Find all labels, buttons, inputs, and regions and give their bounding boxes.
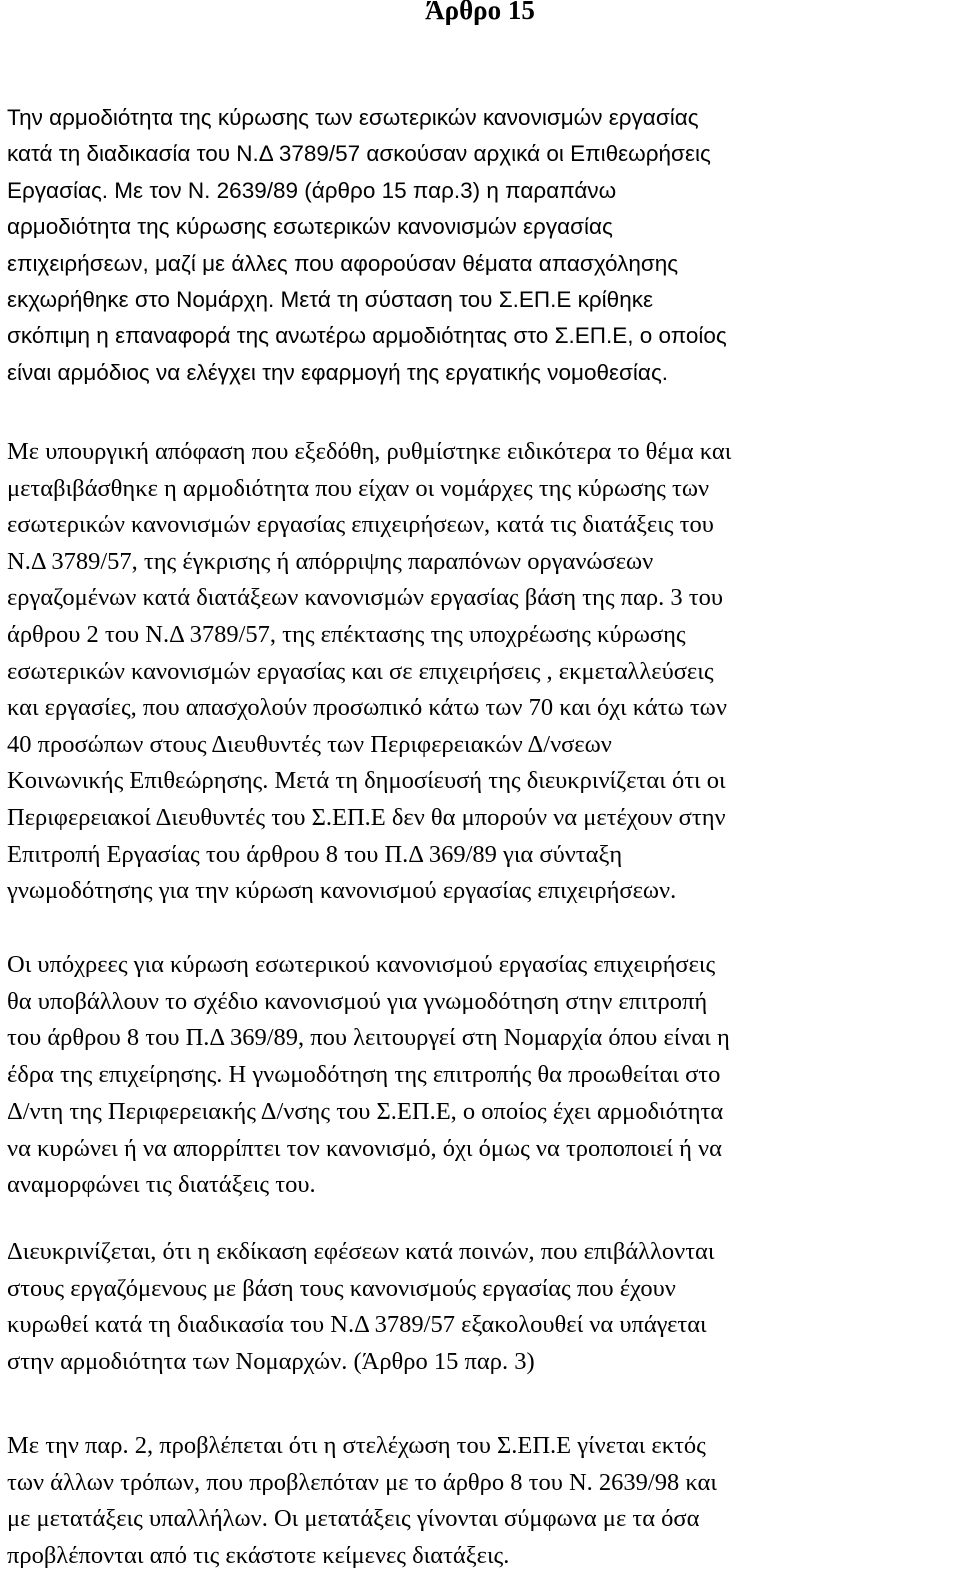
paragraph-line: Δ/ντη της Περιφερειακής Δ/νσης του Σ.ΕΠ.Ε, ο οποίος έχει αρμοδιότητα [7, 1097, 724, 1125]
paragraph-line: Με υπουργική απόφαση που εξεδόθη, ρυθμίστηκε ειδικότερα το θέμα και [7, 438, 732, 465]
paragraph-line: κατά τη διαδικασία του Ν.Δ 3789/57 ασκούσαν αρχικά οι Επιθεωρήσεις [7, 141, 711, 167]
paragraph-line: 40 προσώπων στους Διευθυντές των Περιφερειακών Δ/νσεων [7, 730, 612, 758]
paragraph-line: εκχωρήθηκε στο Νομάρχη. Μετά τη σύσταση του Σ.ΕΠ.Ε κρίθηκε [7, 287, 653, 312]
paragraph-line: εσωτερικών κανονισμών εργασίας και σε επιχειρήσεις , εκμεταλλεύσεις [7, 657, 714, 685]
paragraph-line: Με την παρ. 2, προβλέπεται ότι η στελέχωση του Σ.ΕΠ.Ε γίνεται εκτός [7, 1432, 706, 1459]
paragraph-line: μεταβιβάσθηκε η αρμοδιότητα που είχαν οι νομάρχες της κύρωσης των [7, 474, 710, 502]
paragraph-line: Ν.Δ 3789/57, της έγκρισης ή απόρριψης παραπόνων οργανώσεων [7, 547, 654, 575]
paragraph-line: στους εργαζόμενους με βάση τους κανονισμούς εργασίας που έχουν [7, 1274, 676, 1302]
paragraph-line: εργαζομένων κατά διατάξεων κανονισμών εργασίας βάση της παρ. 3 του [7, 584, 723, 612]
paragraph-line: να κυρώνει ή να απορρίπτει τον κανονισμό, όχι όμως να τροποποιεί ή να [7, 1134, 722, 1162]
paragraph-line: γνωμοδότησης για την κύρωση κανονισμού εργασίας επιχειρήσεων. [7, 877, 677, 905]
paragraph-line: Περιφερειακοί Διευθυντές του Σ.ΕΠ.Ε δεν θα μπορούν να μετέχουν στην [7, 804, 726, 831]
paragraph-line: Επιτροπή Εργασίας του άρθρου 8 του Π.Δ 369/89 για σύνταξη [7, 840, 623, 868]
paragraph-line: Κοινωνικής Επιθεώρησης. Μετά τη δημοσίευσή της διευκρινίζεται ότι οι [7, 767, 726, 795]
paragraph-line: με μετατάξεις υπαλλήλων. Οι μετατάξεις γίνονται σύμφωνα με τα όσα [7, 1505, 700, 1533]
paragraph-line: σκόπιμη η επαναφορά της ανωτέρω αρμοδιότητας στο Σ.ΕΠ.Ε, ο οποίος [7, 323, 727, 349]
paragraph-line: Οι υπόχρεες για κύρωση εσωτερικού κανονισμού εργασίας επιχειρήσεις [7, 951, 716, 978]
paragraph-line: έδρα της επιχείρησης. Η γνωμοδότηση της επιτροπής θα προωθείται στο [7, 1061, 721, 1089]
paragraph-line: εσωτερικών κανονισμών εργασίας επιχειρήσεων, κατά τις διατάξεις του [7, 511, 714, 539]
paragraph-line: αρμοδιότητα της κύρωσης εσωτερικών κανονισμών εργασίας [7, 214, 613, 240]
paragraph-line: Την αρμοδιότητα της κύρωσης των εσωτερικών κανονισμών εργασίας [7, 105, 699, 130]
paragraph-line: των άλλων τρόπων, που προβλεπόταν με το άρθρο 8 του Ν. 2639/98 και [7, 1468, 717, 1496]
paragraph-line: είναι αρμόδιος να ελέγχει την εφαρμογή της εργατικής νομοθεσίας. [7, 359, 669, 385]
paragraph-line: και εργασίες, που απασχολούν προσωπικό κάτω των 70 και όχι κάτω των [7, 694, 727, 722]
paragraph-line: στην αρμοδιότητα των Νομαρχών. (Άρθρο 15 παρ. 3) [7, 1348, 535, 1376]
paragraph-line: προβλέπονται από τις εκάστοτε κείμενες διατάξεις. [7, 1542, 510, 1570]
paragraph-line: επιχειρήσεων, μαζί με άλλες που αφορούσαν θέματα απασχόλησης [7, 250, 679, 276]
paragraph-line: θα υποβάλλουν το σχέδιο κανονισμού για γνωμοδότηση στην επιτροπή [7, 987, 708, 1015]
article-title: Άρθρο 15 [425, 0, 535, 25]
paragraph-line: αναμορφώνει τις διατάξεις του. [7, 1171, 316, 1199]
paragraph-line: του άρθρου 8 του Π.Δ 369/89, που λειτουργεί στη Νομαρχία όπου είναι η [7, 1024, 730, 1052]
paragraph-line: Διευκρινίζεται, ότι η εκδίκαση εφέσεων κατά ποινών, που επιβάλλονται [7, 1238, 715, 1265]
paragraph-line: Εργασίας. Με τον Ν. 2639/89 (άρθρο 15 παρ.3) η παραπάνω [7, 177, 617, 203]
paragraph-line: κυρωθεί κατά τη διαδικασία του Ν.Δ 3789/57 εξακολουθεί να υπάγεται [7, 1311, 707, 1339]
paragraph-line: άρθρου 2 του Ν.Δ 3789/57, της επέκτασης της υποχρέωσης κύρωσης [7, 621, 686, 648]
